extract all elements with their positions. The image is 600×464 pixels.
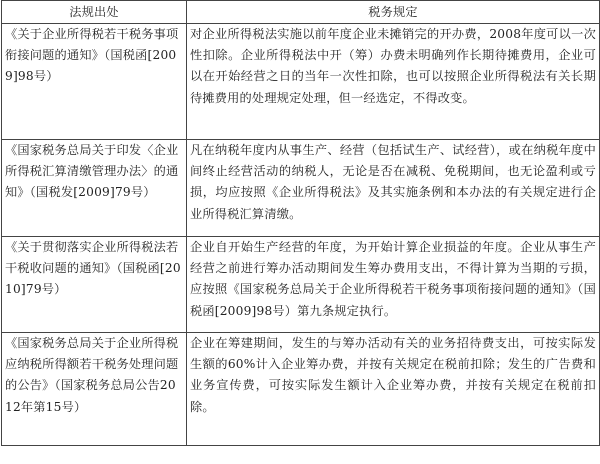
table-row — [2, 140, 600, 237]
rule-cell: 企业在筹建期间，发生的与筹办活动有关的业务招待费支出，可按实际发生额的60%计入企业筹办费，并按有关规定在税前扣除；发生的广告费和业务宣传费，可按实际发生额计入企业筹办费，并按有关规定在税前扣除。 — [187, 333, 600, 446]
table-header-row — [2, 1, 600, 24]
rule-cell: 企业自开始生产经营的年度，为开始计算企业损益的年度。企业从事生产经营之前进行筹办活动期间发生筹办费用支出，不得计算为当期的亏损，应按照《国家税务总局关于企业所得税若干税务事项衔接问题的通知》（国税函[2009]98号）第九条规定执行。 — [187, 237, 600, 333]
source-cell: 《关于企业所得税若干税务事项衔接问题的通知》（国税函[2009]98号） — [2, 24, 187, 140]
table-row — [2, 237, 600, 333]
header-source: 法规出处 — [2, 1, 187, 24]
table-row — [2, 24, 600, 140]
source-cell: 《关于贯彻落实企业所得税法若干税收问题的通知》（国税函[2010]79号） — [2, 237, 187, 333]
rule-cell: 凡在纳税年度内从事生产、经营（包括试生产、试经营），或在纳税年度中间终止经营活动的纳税人，无论是否在减税、免税期间，也无论盈利或亏损，均应按照《企业所得税法》及其实施条例和本办法的有关规定进行企业所得税汇算清缴。 — [187, 140, 600, 237]
header-rule: 税务规定 — [187, 1, 600, 24]
regulation-table — [1, 0, 600, 446]
source-cell: 《国家税务总局关于企业所得税应纳税所得额若干税务处理问题的公告》（国家税务总局公告2012年第15号） — [2, 333, 187, 446]
rule-cell: 对企业所得税法实施以前年度企业未摊销完的开办费，2008年度可以一次性扣除。企业所得税法中开（筹）办费未明确列作长期待摊费用，企业可以在开始经营之日的当年一次性扣除，也可以按照企业所得税法有关长期待摊费用的处理规定处理，但一经选定，不得改变。 — [187, 24, 600, 140]
table-row — [2, 333, 600, 446]
source-cell: 《国家税务总局关于印发〈企业所得税汇算清缴管理办法〉的通知》（国税发[2009]79号） — [2, 140, 187, 237]
